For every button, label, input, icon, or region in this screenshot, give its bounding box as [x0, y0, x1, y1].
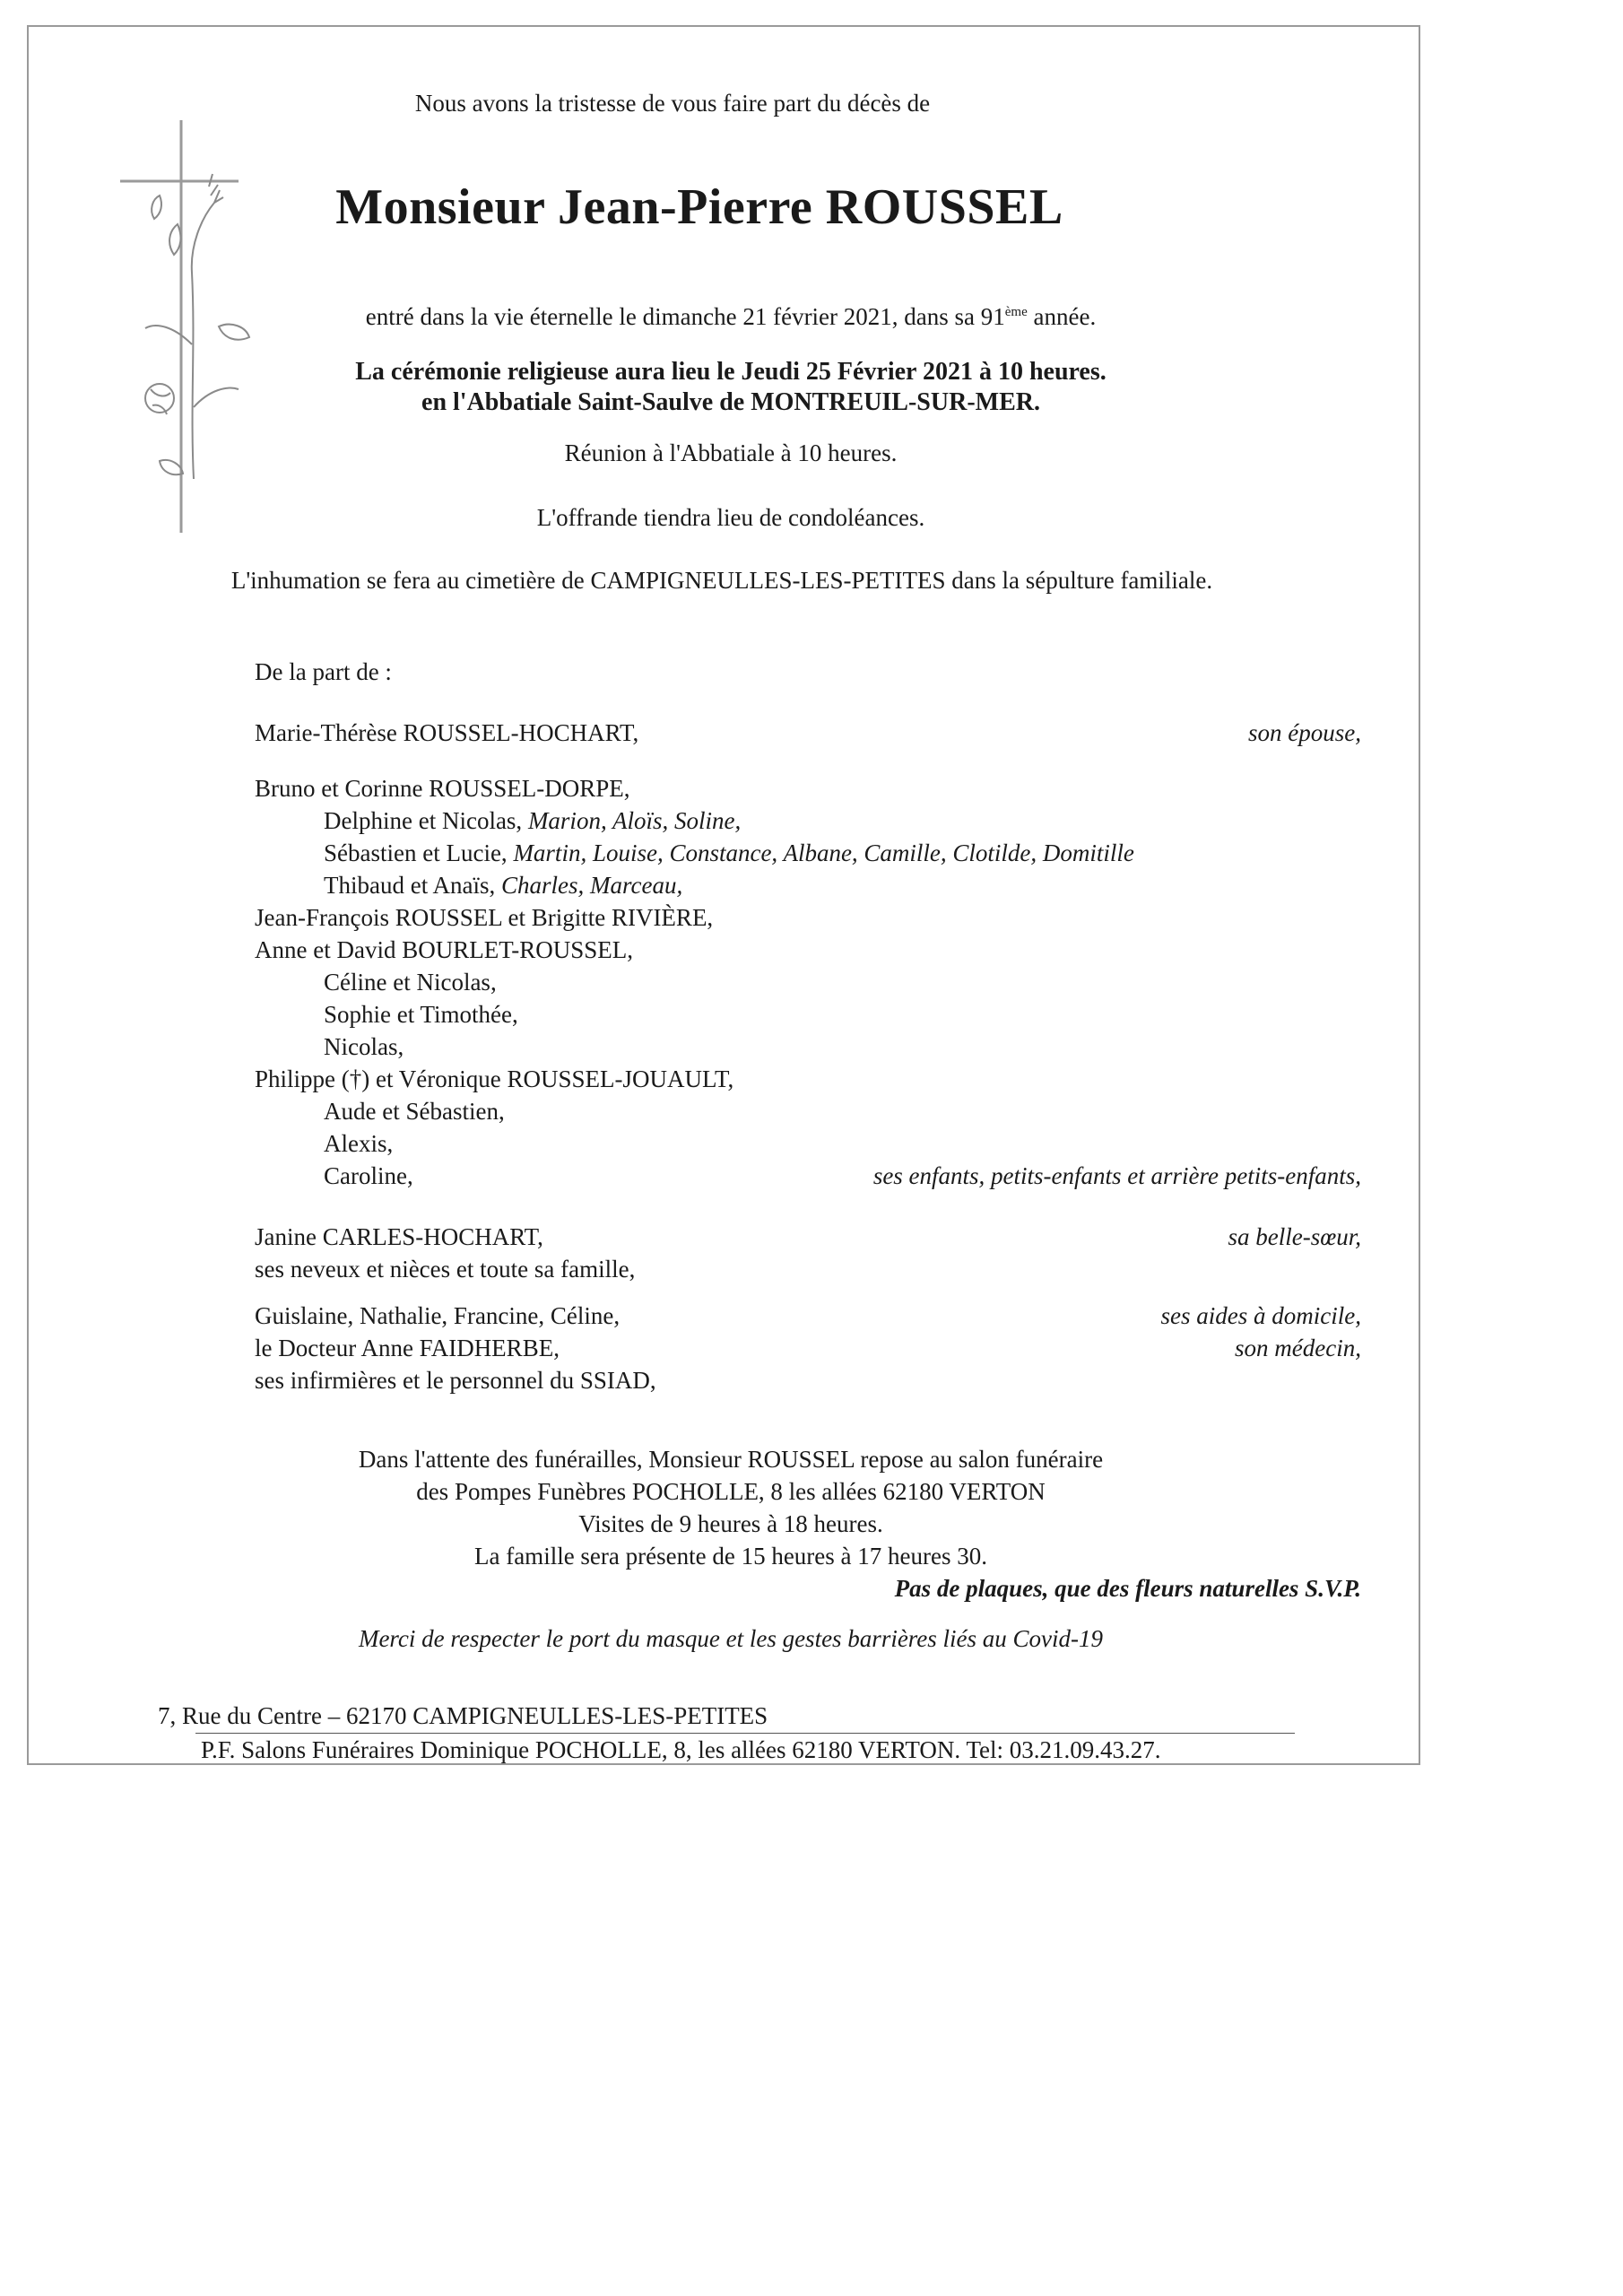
funeral-line-2: des Pompes Funèbres POCHOLLE, 8 les allées 62180 VERTON: [416, 1478, 1046, 1505]
death-line: [269, 301, 1193, 332]
family-sebastien-parents: Sébastien et Lucie,: [324, 839, 514, 866]
intro-text: Nous avons la tristesse de vous faire part du décès de: [414, 90, 931, 117]
deceased-name: Monsieur Jean-Pierre ROUSSEL: [335, 179, 1063, 235]
family-philippe: Philippe (†) et Véronique ROUSSEL-JOUAULT,: [255, 1065, 734, 1092]
sister-in-law-name: Janine CARLES-HOCHART,: [255, 1223, 543, 1250]
family-nicolas: Nicolas,: [324, 1033, 404, 1060]
family-bruno: Bruno et Corinne ROUSSEL-DORPE,: [255, 775, 630, 802]
family-sebastien-children: Martin, Louise, Constance, Albane, Camille, Clotilde, Domitille: [513, 839, 1134, 866]
family-delphine-children: Marion, Aloïs, Soline,: [527, 807, 742, 834]
offrande-text: L'offrande tiendra lieu de condoléances.: [536, 504, 925, 531]
family-sebastien: [324, 838, 1134, 868]
family-relation: ses enfants, petits-enfants et arrière petits-enfants,: [872, 1162, 1361, 1189]
death-text: entré dans la vie éternelle le dimanche 21 février 2021, dans sa 91: [365, 303, 1005, 330]
family-sophie: Sophie et Timothée,: [324, 1001, 518, 1028]
caregivers-doctor-relation: son médecin,: [1235, 1335, 1361, 1361]
inhumation-text: L'inhumation se fera au cimetière de CAMPIGNEULLES-LES-PETITES dans la sépulture familiale.: [230, 567, 1213, 594]
family-caroline: Caroline,: [324, 1162, 413, 1189]
family-aude: Aude et Sébastien,: [324, 1098, 505, 1125]
footer-rule: [195, 1733, 1295, 1734]
caregivers-aides: Guislaine, Nathalie, Francine, Céline,: [255, 1302, 621, 1329]
funeral-line-4: La famille sera présente de 15 heures à 17 heures 30.: [473, 1543, 987, 1570]
de-la-part-label: De la part de :: [255, 658, 392, 685]
family-delphine-parents: Delphine et Nicolas,: [324, 807, 528, 834]
family-thibaud-parents: Thibaud et Anaïs,: [324, 872, 501, 899]
flowers-note: Pas de plaques, que des fleurs naturelles S.V.P.: [894, 1575, 1361, 1602]
family-delphine: [324, 805, 741, 836]
address-line: 7, Rue du Centre – 62170 CAMPIGNEULLES-LES-PETITES: [158, 1702, 768, 1729]
spouse-relation: son épouse,: [1248, 719, 1361, 746]
family-anne: Anne et David BOURLET-ROUSSEL,: [255, 936, 633, 963]
reunion-text: Réunion à l'Abbatiale à 10 heures.: [564, 439, 898, 466]
footer-credit: P.F. Salons Funéraires Dominique POCHOLLE, 8, les allées 62180 VERTON. Tel: 03.21.09.43.27.: [201, 1736, 1161, 1763]
family-jean-francois: Jean-François ROUSSEL et Brigitte RIVIÈRE,: [255, 904, 714, 931]
caregivers-aides-relation: ses aides à domicile,: [1160, 1302, 1361, 1329]
spouse-name: Marie-Thérèse ROUSSEL-HOCHART,: [255, 719, 639, 746]
death-superscript: ème: [1004, 305, 1028, 319]
family-thibaud-children: Charles, Marceau,: [500, 872, 683, 899]
caregivers-doctor: le Docteur Anne FAIDHERBE,: [255, 1335, 560, 1361]
caregivers-nurses: ses infirmières et le personnel du SSIAD,: [255, 1367, 656, 1394]
funeral-line-1: Dans l'attente des funérailles, Monsieur ROUSSEL repose au salon funéraire: [358, 1446, 1104, 1473]
family-alexis: Alexis,: [324, 1130, 394, 1157]
death-text-end: année.: [1027, 303, 1097, 330]
extended-family: ses neveux et nièces et toute sa famille,: [255, 1256, 636, 1283]
sister-in-law-relation: sa belle-sœur,: [1228, 1223, 1361, 1250]
ceremony-line-1: La cérémonie religieuse aura lieu le Jeudi 25 Février 2021 à 10 heures.: [355, 358, 1107, 386]
family-celine: Céline et Nicolas,: [324, 969, 497, 996]
covid-note: Merci de respecter le port du masque et les gestes barrières liés au Covid-19: [358, 1625, 1104, 1652]
ceremony-line-2: en l'Abbatiale Saint-Saulve de MONTREUIL-SUR-MER.: [421, 388, 1040, 416]
funeral-line-3: Visites de 9 heures à 18 heures.: [578, 1510, 883, 1537]
family-thibaud: [324, 870, 682, 900]
